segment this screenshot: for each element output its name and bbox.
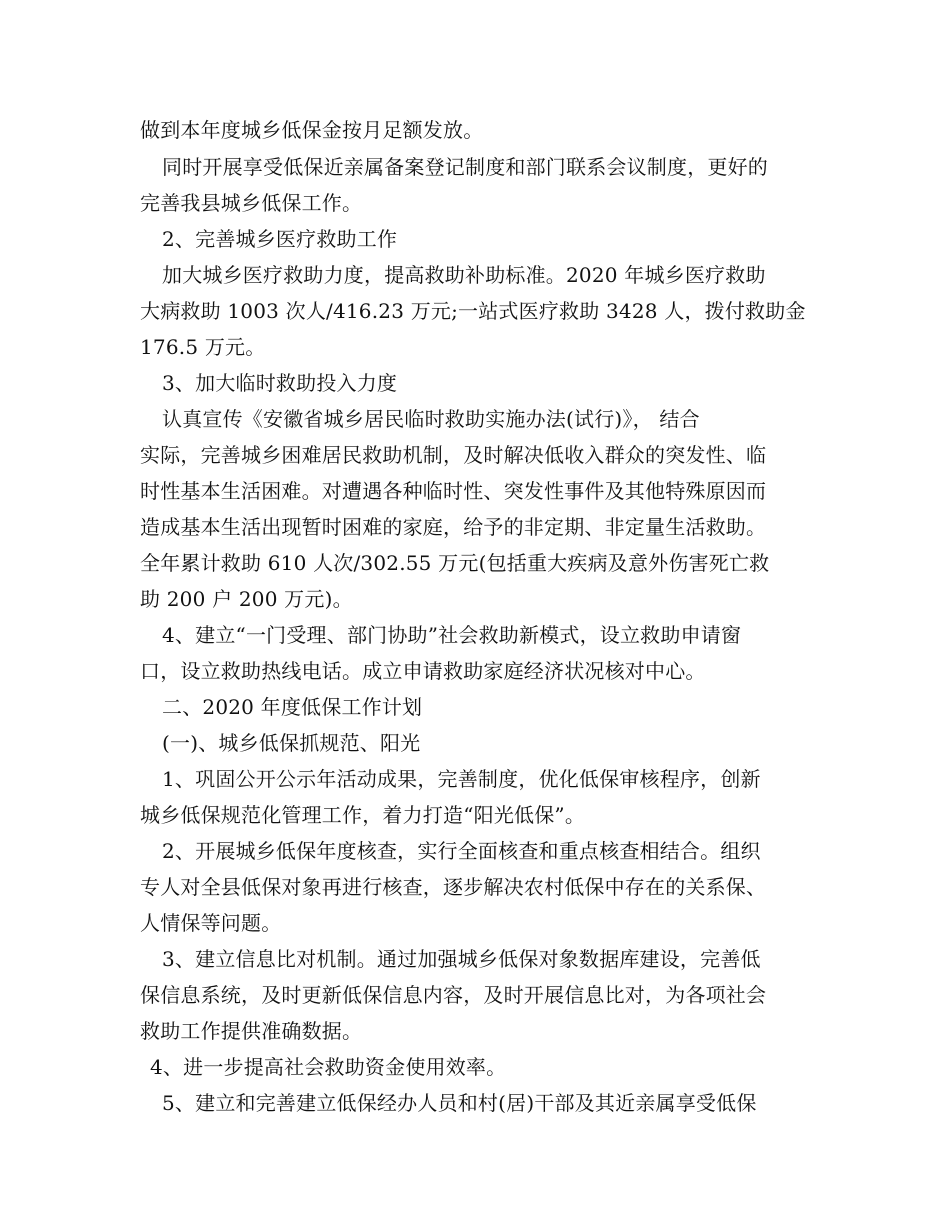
text-line: 大病救助 1003 次人/416.23 万元;一站式医疗救助 3428 人，拨付救助金	[140, 299, 806, 323]
text-line: 全年累计救助 610 人次/302.55 万元(包括重大疾病及意外伤害死亡救	[140, 551, 770, 575]
text-line: 实际，完善城乡困难居民救助机制，及时解决低收入群众的突发性、临	[140, 443, 767, 467]
section-heading: (一)、城乡低保抓规范、阳光	[162, 731, 421, 755]
text-line: 保信息系统，及时更新低保信息内容，及时开展信息比对，为各项社会	[140, 983, 767, 1007]
text-line: 造成基本生活出现暂时困难的家庭，给予的非定期、非定量生活救助。	[140, 515, 767, 539]
text-line: 5、建立和完善建立低保经办人员和村(居)干部及其近亲属享受低保	[162, 1091, 757, 1115]
text-line: 4、建立“一门受理、部门协助”社会救助新模式，设立救助申请窗	[162, 623, 742, 647]
text-line: 4、进一步提高社会救助资金使用效率。	[150, 1055, 507, 1079]
text-line: 3、建立信息比对机制。通过加强城乡低保对象数据库建设，完善低	[162, 947, 761, 971]
text-line: 做到本年度城乡低保金按月足额发放。	[140, 118, 484, 142]
section-heading: 3、加大临时救助投入力度	[162, 371, 398, 395]
text-line: 助 200 户 200 万元)。	[140, 587, 353, 611]
text-line: 人情保等问题。	[140, 911, 282, 935]
text-line: 同时开展享受低保近亲属备案登记制度和部门联系会议制度，更好的	[162, 155, 768, 179]
text-line: 口，设立救助热线电话。成立申请救助家庭经济状况核对中心。	[140, 659, 706, 683]
text-line: 时性基本生活困难。对遭遇各种临时性、突发性事件及其他特殊原因而	[140, 479, 767, 503]
section-heading: 2、完善城乡医疗救助工作	[162, 227, 398, 251]
section-heading: 二、2020 年度低保工作计划	[162, 695, 423, 719]
text-line: 加大城乡医疗救助力度，提高救助补助标准。2020 年城乡医疗救助	[162, 263, 766, 287]
text-line: 认真宣传《安徽省城乡居民临时救助实施办法(试行)》， 结合	[162, 407, 700, 431]
text-line: 完善我县城乡低保工作。	[140, 191, 363, 215]
text-line: 1、巩固公开公示年活动成果，完善制度，优化低保审核程序，创新	[162, 767, 761, 791]
text-line: 176.5 万元。	[140, 335, 266, 359]
text-line: 2、开展城乡低保年度核查，实行全面核查和重点核查相结合。组织	[162, 839, 761, 863]
text-line: 专人对全县低保对象再进行核查，逐步解决农村低保中存在的关系保、	[140, 875, 767, 899]
text-line: 救助工作提供准确数据。	[140, 1019, 363, 1043]
text-line: 城乡低保规范化管理工作，着力打造“阳光低保”。	[140, 803, 586, 827]
